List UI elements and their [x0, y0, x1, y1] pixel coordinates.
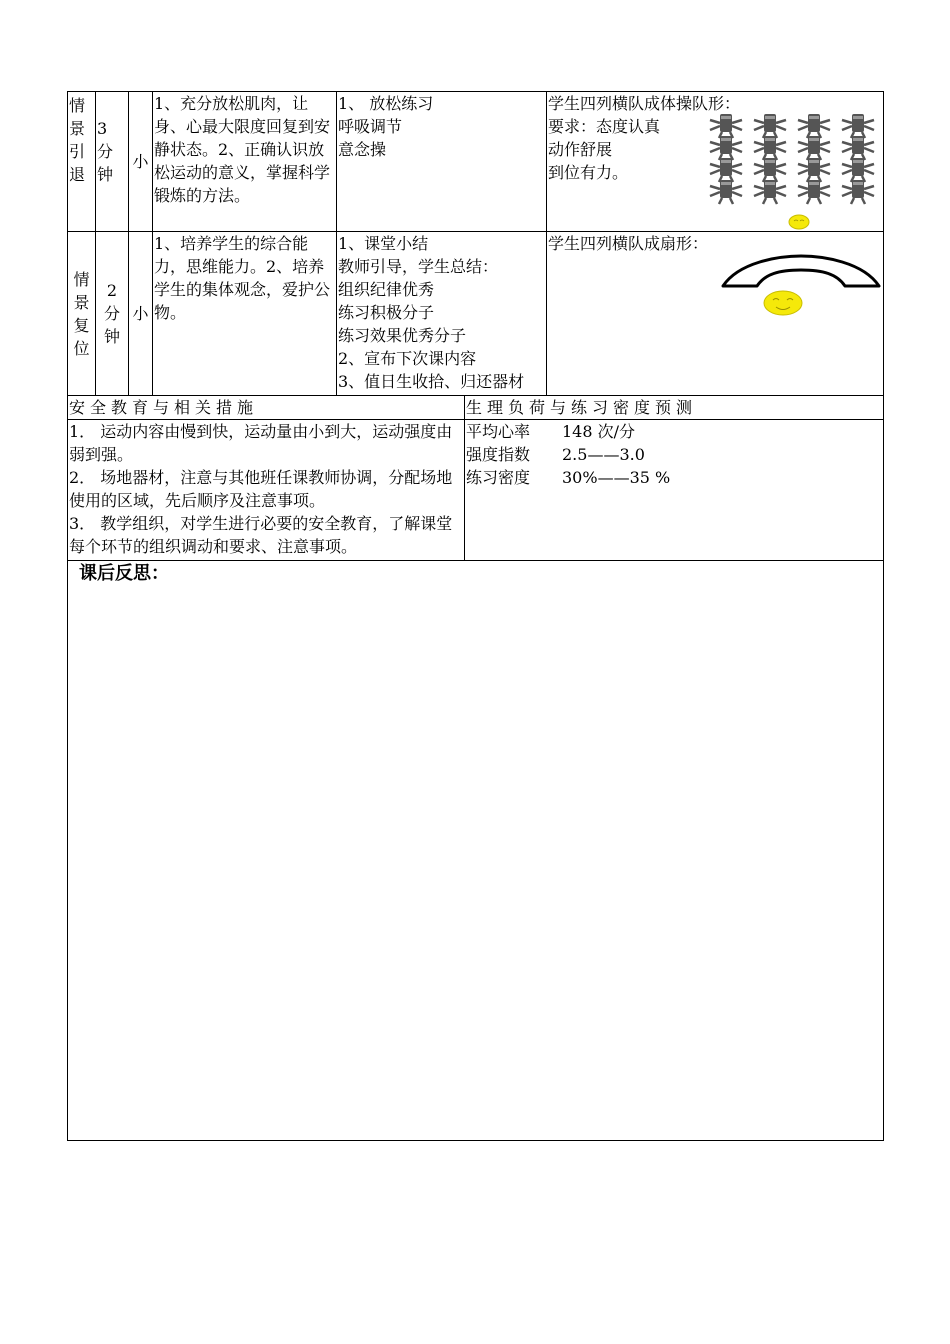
student-figure-icon [842, 158, 874, 182]
time-number: 2 [106, 281, 118, 300]
load-header-cell [465, 396, 884, 420]
reflection-title: 课后反思： [79, 563, 169, 584]
table-row [68, 232, 884, 396]
safety-item: 1． 运动内容由慢到快，运动量由小到大，运动强度由弱到强。 [69, 422, 453, 464]
load-header: 生理负荷与练习密度预测 [466, 398, 698, 417]
content-cell [337, 232, 547, 396]
safety-header: 安全教育与相关措施 [69, 398, 259, 417]
organization-line: 要求：态度认真 [548, 117, 661, 136]
student-figure-icon [798, 158, 830, 182]
intensity-label: 小 [132, 304, 149, 323]
table-row [68, 420, 884, 561]
student-figure-icon [798, 114, 830, 138]
student-figure-icon [798, 180, 830, 204]
load-content-cell [465, 420, 884, 561]
safety-header-cell [68, 396, 465, 420]
content-line: 教师引导，学生总结： [338, 257, 499, 276]
load-value: 148 次/分 [562, 422, 636, 441]
content-line: 呼吸调节 [338, 117, 403, 136]
safety-item: 2． 场地器材，注意与其他班任课教师协调，分配场地使用的区域，先后顺序及注意事项。 [69, 468, 453, 510]
table-row [68, 561, 884, 1141]
student-figure-icon [710, 180, 742, 204]
lesson-plan-table [67, 91, 884, 1141]
goals-text: 1、培养学生的综合能力，思维能力。2、培养学生的集体观念，爱护公物。 [154, 234, 331, 322]
student-figure-icon [710, 136, 742, 160]
reflection-cell [68, 561, 884, 1141]
content-line: 2、宣布下次课内容 [338, 349, 477, 368]
stage-label: 情景复位 [73, 269, 90, 358]
student-figure-icon [798, 136, 830, 160]
student-figure-icon [754, 158, 786, 182]
content-line: 练习积极分子 [338, 303, 435, 322]
content-cell [337, 92, 547, 232]
student-figure-icon [842, 114, 874, 138]
load-label: 平均心率 [466, 422, 531, 441]
load-label: 练习密度 [466, 468, 531, 487]
organization-line: 学生四列横队成体操队形： [548, 94, 741, 113]
student-figure-icon [710, 158, 742, 182]
student-figure-icon [754, 114, 786, 138]
goals-cell [153, 92, 337, 232]
goals-cell [153, 232, 337, 396]
content-line: 意念操 [338, 140, 387, 159]
load-label: 强度指数 [466, 445, 531, 464]
fan-formation-icon [719, 246, 884, 326]
safety-content-cell [68, 420, 465, 561]
load-item [466, 443, 882, 466]
stage-cell [68, 92, 96, 232]
time-unit: 分 [97, 142, 114, 161]
student-figure-icon [710, 114, 742, 138]
stage-label: 情景引退 [69, 96, 86, 184]
time-number: 3 [97, 119, 108, 138]
load-item [466, 420, 882, 443]
student-figure-icon [842, 180, 874, 204]
intensity-cell [129, 92, 153, 232]
content-line: 3、值日生收拾、归还器材 [338, 372, 525, 391]
load-value: 30%——35 % [562, 468, 671, 487]
intensity-cell [129, 232, 153, 396]
goals-text: 1、充分放松肌肉，让身、心最大限度回复到安静状态。2、正确认识放松运动的意义，掌握科学锻炼的方法。 [154, 94, 331, 205]
content-line: 1、 放松练习 [338, 94, 434, 113]
load-item [466, 466, 882, 489]
time-cell [96, 232, 129, 396]
content-line: 1、课堂小结 [338, 234, 429, 253]
teacher-smiley-icon [764, 291, 802, 315]
organization-line: 学生四列横队成扇形： [548, 234, 709, 253]
table-row [68, 92, 884, 232]
stage-cell [68, 232, 96, 396]
student-figure-icon [842, 136, 874, 160]
content-line: 组织纪律优秀 [338, 280, 435, 299]
organization-line: 到位有力。 [548, 163, 629, 182]
content-line: 练习效果优秀分子 [338, 326, 467, 345]
organization-line: 动作舒展 [548, 140, 613, 159]
table-row [68, 396, 884, 420]
student-figure-icon [754, 180, 786, 204]
student-figure-icon [754, 136, 786, 160]
time-cell [96, 92, 129, 232]
time-unit: 分 [103, 304, 120, 323]
time-unit: 钟 [97, 165, 114, 184]
lesson-plan-page [67, 91, 883, 1141]
organization-cell [547, 92, 884, 232]
organization-cell [547, 232, 884, 396]
load-value: 2.5——3.0 [562, 445, 645, 464]
safety-item: 3． 教学组织，对学生进行必要的安全教育，了解课堂每个环节的组织调动和要求、注意事项。 [69, 514, 453, 556]
intensity-label: 小 [132, 152, 149, 171]
time-unit: 钟 [103, 327, 120, 346]
gymnastic-formation-diagram [702, 112, 884, 232]
teacher-smiley-icon [789, 215, 809, 229]
